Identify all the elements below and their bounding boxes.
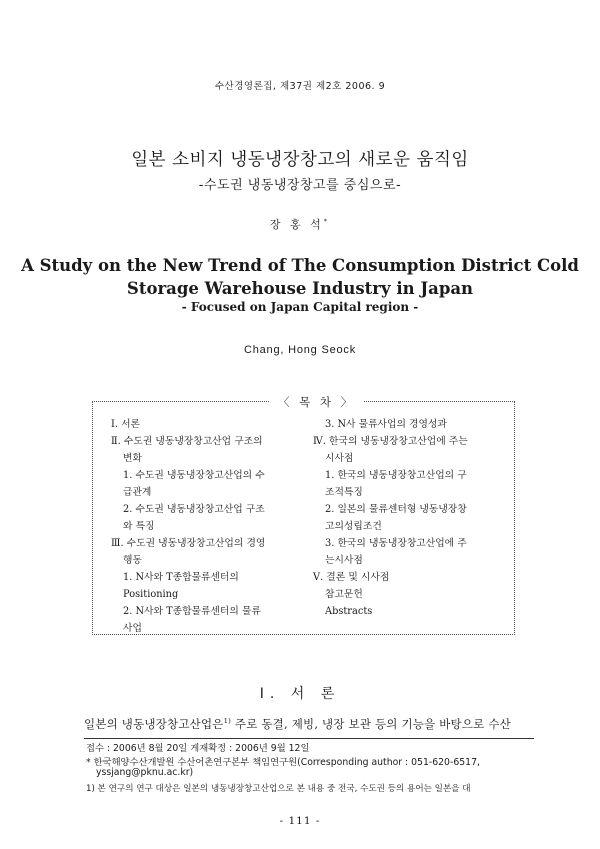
english-title bbox=[0, 254, 600, 300]
toc-item: 변화 bbox=[123, 453, 142, 464]
toc-item: 2. 일본의 물류센터형 냉동냉장창 bbox=[325, 504, 467, 515]
toc-item: Ⅳ. 한국의 냉동냉장창고산업에 주는 bbox=[313, 436, 468, 447]
english-title-line-1: A Study on the New Trend of The Consumption District Cold bbox=[21, 256, 579, 275]
toc-item: 참고문헌 bbox=[325, 589, 363, 600]
toc-item: 는시사점 bbox=[325, 555, 363, 566]
english-subtitle: - Focused on Japan Capital region - bbox=[181, 300, 419, 314]
toc-item: 와 특징 bbox=[123, 521, 155, 532]
toc-item: Abstracts bbox=[325, 606, 373, 617]
toc-item: Ⅲ. 수도권 냉동냉장창고산업의 경영 bbox=[111, 538, 266, 549]
korean-title: 일본 소비지 냉동냉장창고의 새로운 움직임 bbox=[131, 150, 469, 170]
body-text-start: 일본의 냉동냉장창고산업은 bbox=[84, 717, 224, 731]
footnote-divider bbox=[84, 738, 534, 739]
english-author: Chang, Hong Seock bbox=[243, 344, 357, 356]
section-heading: Ⅰ. 서 론 bbox=[259, 686, 341, 702]
toc-item: 1. N사와 T종합물류센터의 bbox=[123, 572, 239, 583]
author-email: yssjang@pknu.ac.kr) bbox=[96, 767, 194, 778]
received-dates: 접수 : 2006년 8월 20일 게재확정 : 2006년 9월 12일 bbox=[86, 743, 310, 754]
toc-item: 사업 bbox=[123, 623, 142, 634]
toc-item: 3. N사 물류사업의 경영성과 bbox=[325, 419, 447, 430]
toc-item: 1. 한국의 냉동냉장창고산업의 구 bbox=[325, 470, 467, 481]
toc-item: 급관계 bbox=[123, 487, 152, 498]
page-number: - 111 - bbox=[279, 815, 321, 827]
toc-item: 1. 수도권 냉동냉장창고산업의 수 bbox=[123, 470, 265, 481]
toc-right-column bbox=[313, 416, 508, 620]
toc-item: 2. 수도권 냉동냉장창고산업 구조 bbox=[123, 504, 265, 515]
toc-item: Positioning bbox=[123, 589, 179, 600]
author-footnote-mark: * bbox=[323, 217, 331, 226]
toc-item: 2. N사와 T종합물류센터의 물류 bbox=[123, 606, 261, 617]
toc-item: Ⅴ. 결론 및 시사점 bbox=[313, 572, 390, 583]
toc-item: 고의성립조건 bbox=[325, 521, 382, 532]
english-title-line-2: Storage Warehouse Industry in Japan bbox=[126, 279, 474, 298]
body-text-rest: 주로 동결, 제빙, 냉장 보관 등의 기능을 바탕으로 수산 bbox=[231, 717, 511, 731]
korean-author bbox=[0, 216, 600, 232]
footnote-reference: 1) bbox=[223, 717, 232, 726]
author-affiliation: * 한국해양수산개발원 수산어촌연구본부 책임연구원(Corresponding author : 051-620-6517, bbox=[86, 757, 480, 768]
author-name-korean: 장 홍 석 bbox=[269, 218, 324, 231]
toc-item: 3. 한국의 냉동냉장창고산업에 주 bbox=[325, 538, 467, 549]
journal-citation: 수산경영론집, 제37권 제2호 2006. 9 bbox=[214, 81, 386, 92]
korean-subtitle: -수도권 냉동냉장창고를 중심으로- bbox=[198, 178, 402, 193]
toc-item: Ⅱ. 수도권 냉동냉장창고산업 구조의 bbox=[111, 436, 263, 447]
toc-item: 조적특징 bbox=[325, 487, 363, 498]
footnote-1: 1) 본 연구의 연구 대상은 일본의 냉동냉장창고산업으로 본 내용 중 전국, 수도권 등의 용어는 일본을 대 bbox=[86, 784, 471, 794]
toc-item: 시사점 bbox=[325, 453, 354, 464]
toc-item: 행동 bbox=[123, 555, 142, 566]
toc-heading: 〈 목 차 〉 bbox=[270, 394, 363, 410]
toc-item: Ⅰ. 서론 bbox=[111, 419, 141, 430]
toc-left-column bbox=[111, 416, 307, 637]
body-text-line bbox=[84, 716, 534, 732]
